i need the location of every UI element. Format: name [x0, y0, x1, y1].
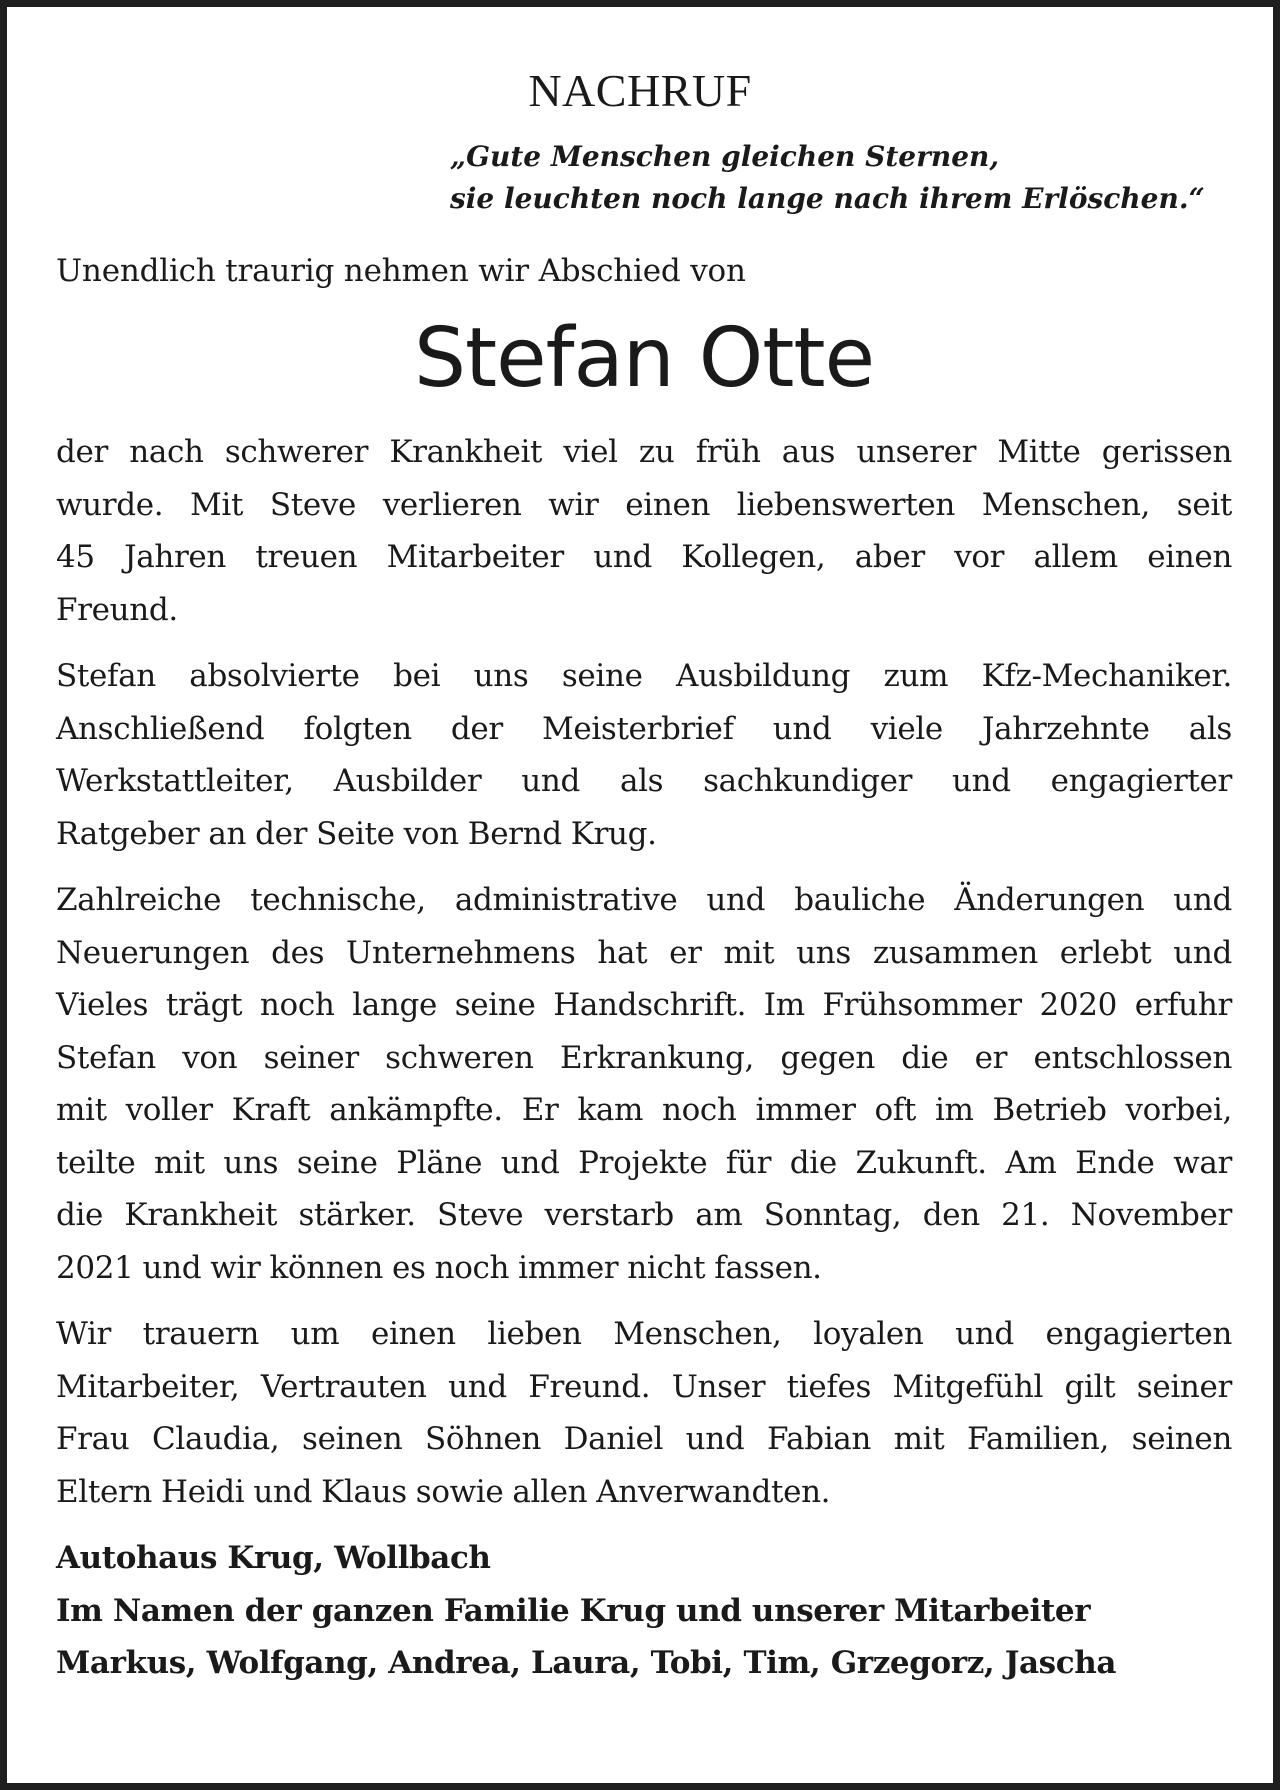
paragraph-line: Ratgeber an der Seite von Bernd Krug. — [56, 815, 657, 852]
paragraph-line: Frau Claudia, seinen Söhnen Daniel und Fabian mit Familien, seinen — [56, 1421, 1232, 1458]
notice-content — [56, 65, 1232, 1690]
motto-line-1: „Gute Menschen gleichen Sternen, — [450, 139, 1000, 173]
paragraph-line: 2021 und wir können es noch immer nicht fassen. — [56, 1249, 822, 1286]
signature-company: Autohaus Krug, Wollbach — [56, 1540, 491, 1577]
motto-line-2: sie leuchten noch lange nach ihrem Erlöschen.“ — [450, 181, 1205, 215]
paragraph-line: mit voller Kraft ankämpfte. Er kam noch immer oft im Betrieb vorbei, — [56, 1092, 1232, 1129]
paragraph-1 — [56, 426, 1232, 636]
paragraph-2 — [56, 650, 1232, 860]
paragraph-line: Mitarbeiter, Vertrauten und Freund. Unser tiefes Mitgefühl gilt seiner — [56, 1368, 1232, 1405]
intro-line: Unendlich traurig nehmen wir Abschied von — [56, 252, 746, 289]
paragraph-line: Anschließend folgten der Meisterbrief und viele Jahrzehnte als — [56, 710, 1232, 747]
paragraph-line: teilte mit uns seine Pläne und Projekte für die Zukunft. Am Ende war — [56, 1144, 1232, 1181]
signature-staff: Markus, Wolfgang, Andrea, Laura, Tobi, Tim, Grzegorz, Jascha — [56, 1645, 1117, 1682]
notice-heading: NACHRUF — [528, 65, 752, 116]
paragraph-line: Zahlreiche technische, administrative und bauliche Änderungen und — [56, 882, 1232, 919]
paragraph-line: Stefan absolvierte bei uns seine Ausbildung zum Kfz-Mechaniker. — [56, 658, 1232, 695]
paragraph-line: wurde. Mit Steve verlieren wir einen liebenswerten Menschen, seit — [56, 486, 1232, 523]
deceased-name: Stefan Otte — [413, 310, 875, 406]
paragraph-4 — [56, 1308, 1232, 1518]
paragraph-line: Eltern Heidi und Klaus sowie allen Anverwandten. — [56, 1473, 831, 1510]
paragraph-line: Stefan von seiner schweren Erkrankung, gegen die er entschlossen — [56, 1039, 1232, 1076]
paragraph-line: Vieles trägt noch lange seine Handschrift. Im Frühsommer 2020 erfuhr — [56, 987, 1232, 1024]
motto-quote — [450, 136, 1232, 220]
signature-family: Im Namen der ganzen Familie Krug und unserer Mitarbeiter — [56, 1592, 1091, 1629]
signature-block — [56, 1532, 1232, 1690]
paragraph-line: Freund. — [56, 591, 178, 628]
paragraph-line: Werkstattleiter, Ausbilder und als sachkundiger und engagierter — [56, 763, 1232, 800]
paragraph-line: die Krankheit stärker. Steve verstarb am Sonntag, den 21. November — [56, 1197, 1232, 1234]
paragraph-line: 45 Jahren treuen Mitarbeiter und Kollegen, aber vor allem einen — [56, 539, 1232, 576]
paragraph-line: Wir trauern um einen lieben Menschen, loyalen und engagierten — [56, 1316, 1232, 1353]
paragraph-line: Neuerungen des Unternehmens hat er mit uns zusammen erlebt und — [56, 934, 1232, 971]
paragraph-line: der nach schwerer Krankheit viel zu früh aus unserer Mitte gerissen — [56, 434, 1232, 471]
paragraph-3 — [56, 874, 1232, 1294]
